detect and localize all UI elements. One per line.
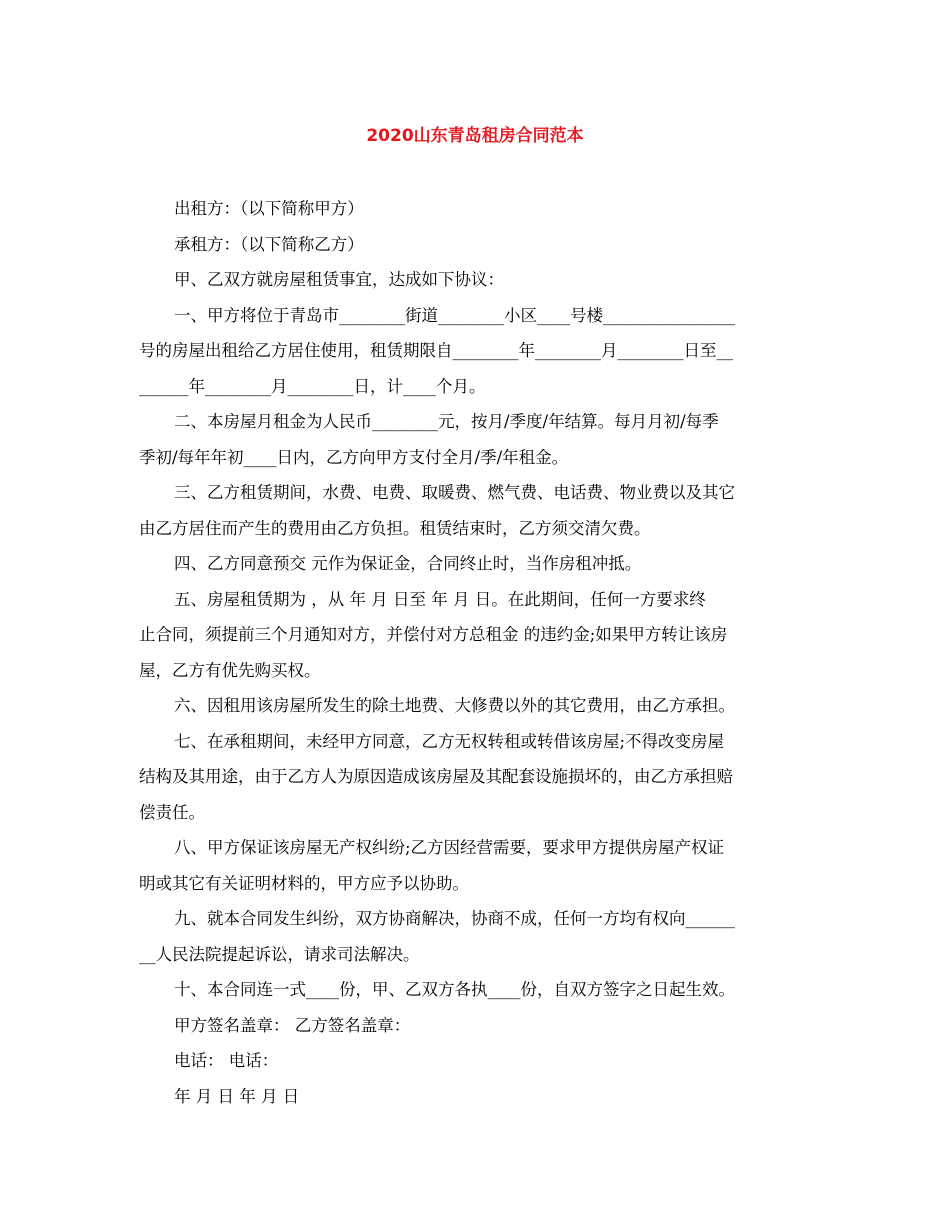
document-title: 2020山东青岛租房合同范本 (366, 126, 584, 146)
signature-line: 甲方签名盖章： 乙方签名盖章： (174, 1015, 411, 1035)
body-line: 九、就本合同发生纠纷，双方协商解决，协商不成，任何一方均有权向______ (174, 909, 735, 928)
body-line: 结构及其用途，由于乙方人为原因造成该房屋及其配套设施损坏的，由乙方承担赔 (139, 767, 733, 786)
body-line: 甲、乙双方就房屋租赁事宜，达成如下协议： (174, 270, 504, 289)
body-line: 五、房屋租赁期为 ，从 年 月 日至 年 月 日。在此期间，任何一方要求终 (174, 589, 706, 609)
body-line: 偿责任。 (139, 802, 205, 822)
phone-line: 电话： 电话： (174, 1051, 279, 1070)
body-line: 八、甲方保证该房屋无产权纠纷;乙方因经营需要，要求甲方提供房屋产权证 (174, 838, 725, 857)
body-line: 三、乙方租赁期间，水费、电费、取暖费、燃气费、电话费、物业费以及其它 (174, 483, 735, 502)
body-line: 号的房屋出租给乙方居住使用，租赁期限自________年________月________日至__ (139, 341, 733, 360)
body-line: 明或其它有关证明材料的，甲方应予以协助。 (139, 873, 469, 893)
body-line: 六、因租用该房屋所发生的除土地费、大修费以外的其它费用，由乙方承担。 (174, 696, 735, 715)
date-line: 年 月 日 年 月 日 (174, 1086, 300, 1106)
body-line: 十、本合同连一式____份，甲、乙双方各执____份，自双方签字之日起生效。 (174, 980, 735, 999)
body-line: 承租方：（以下简称乙方） (174, 234, 364, 254)
body-line: 一、甲方将位于青岛市________街道________小区____号楼________________ (174, 305, 735, 325)
body-line: 四、乙方同意预交 元作为保证金，合同终止时，当作房租冲抵。 (174, 554, 642, 573)
body-line: 由乙方居住而产生的费用由乙方负担。租赁结束时，乙方须交清欠费。 (139, 518, 651, 538)
body-line: __人民法院提起诉讼，请求司法解决。 (139, 944, 420, 964)
body-line: 出租方：（以下简称甲方） (174, 199, 364, 218)
body-line: 止合同，须提前三个月通知对方，并偿付对方总租金 的违约金;如果甲方转让该房 (139, 625, 728, 644)
body-line: 季初/每年年初____日内，乙方向甲方支付全月/季/年租金。 (139, 447, 569, 467)
body-line: ______年________月________日，计____个月。 (139, 376, 486, 396)
body-line: 七、在承租期间，未经甲方同意，乙方无权转租或转借该房屋;不得改变房屋 (174, 731, 725, 751)
body-line: 二、本房屋月租金为人民币________元，按月/季度/年结算。每月月初/每季 (174, 412, 719, 431)
document-body (139, 191, 812, 1114)
body-line: 屋，乙方有优先购买权。 (139, 660, 321, 680)
